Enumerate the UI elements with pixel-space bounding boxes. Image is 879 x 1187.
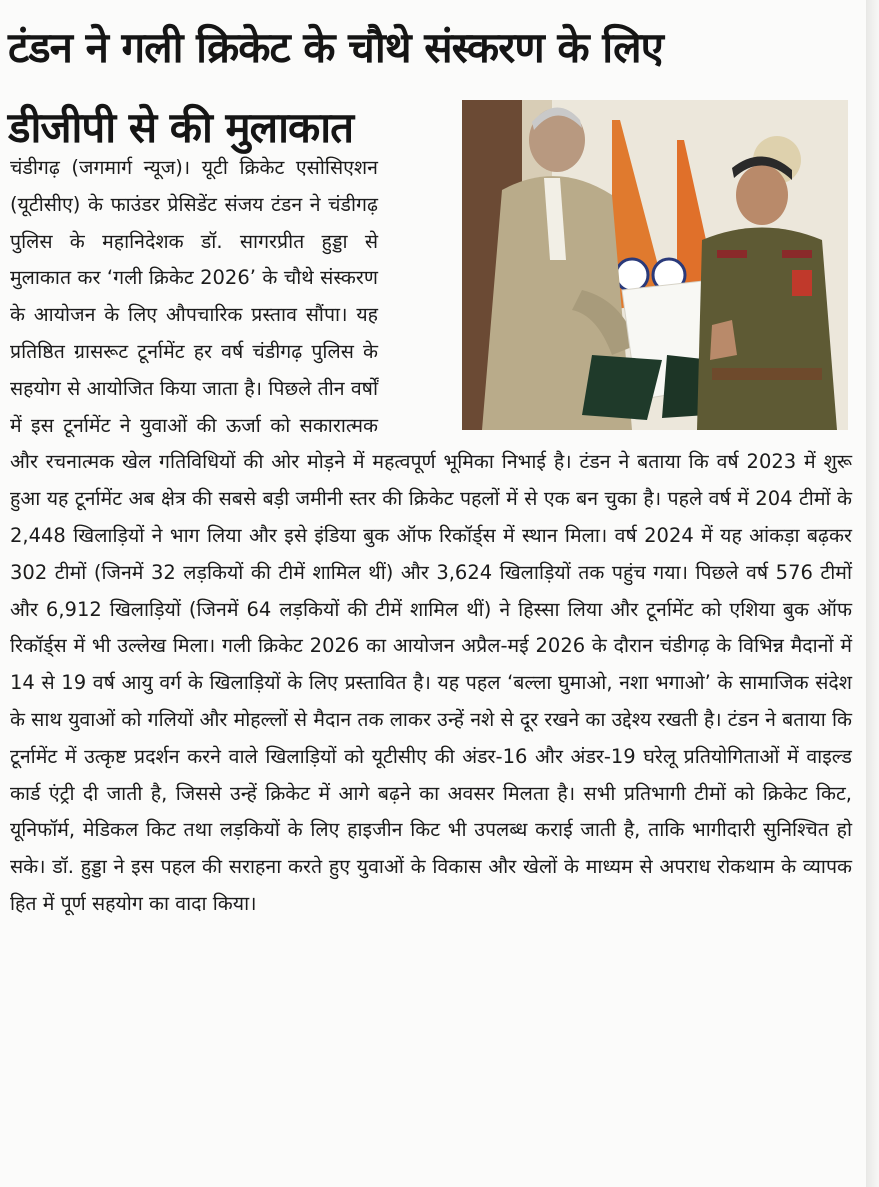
article-body (10, 150, 852, 923)
photo-text-wrap-space (384, 150, 852, 432)
headline-line-1: टंडन ने गली क्रिकेट के चौथे संस्करण के लिए (8, 23, 663, 72)
article-body-text: चंडीगढ़ (जगमार्ग न्यूज)। यूटी क्रिकेट एसोसिएशन (यूटीसीए) के फाउंडर प्रेसिडेंट संजय टंडन ने चंडीगढ़ पुलिस के महानिदेशक डॉ. सागरप्रीत हुड्डा से मुलाकात कर ‘गली क्रिकेट 2026’ के चौथे संस्करण के आयोजन के लिए औपचारिक प्रस्ताव सौंपा। यह प्रतिष्ठित ग्रासरूट टूर्नामेंट हर वर्ष चंडीगढ़ पुलिस के सहयोग से आयोजित किया जाता है। पिछले तीन वर्षों में इस टूर्नामेंट ने युवाओं की ऊर्जा को सकारात्मक और रचनात्मक खेल गतिविधियों की ओर मोड़ने में महत्वपूर्ण भूमिका निभाई है। टंडन ने बताया कि वर्ष 2023 में शुरू हुआ यह टूर्नामेंट अब क्षेत्र की सबसे बड़ी जमीनी स्तर की क्रिकेट पहलों में से एक बन चुका है। पहले वर्ष में 204 टीमों के 2,448 खिलाड़ियों ने भाग लिया और इसे इंडिया बुक ऑफ रिकॉर्ड्स में स्थान मिला। वर्ष 2024 में यह आंकड़ा बढ़कर 302 टीमों (जिनमें 32 लड़कियों की टीमें शामिल थीं) और 3,624 खिलाड़ियों तक पहुंच गया। पिछले वर्ष 576 टीमों और 6,912 खिलाड़ियों (जिनमें 64 लड़कियों की टीमें शामिल थीं) ने हिस्सा लिया और टूर्नामेंट को एशिया बुक ऑफ रिकॉर्ड्स में भी उल्लेख मिला। गली क्रिकेट 2026 का आयोजन अप्रैल-मई 2026 के दौरान चंडीगढ़ के विभिन्न मैदानों में 14 से 19 वर्ष आयु वर्ग के खिलाड़ियों के लिए प्रस्तावित है। यह पहल ‘बल्ला घुमाओ, नशा भगाओ’ के सामाजिक संदेश के साथ युवाओं को गलियों और मोहल्लों से मैदान तक लाकर उन्हें नशे से दूर रखने का उद्देश्य रखती है। टंडन ने बताया कि टूर्नामेंट में उत्कृष्ट प्रदर्शन करने वाले खिलाड़ियों को यूटीसीए की अंडर-16 और अंडर-19 घरेलू प्रतियोगिताओं में वाइल्ड कार्ड एंट्री दी जाती है, जिससे उन्हें क्रिकेट में आगे बढ़ने का अवसर मिलता है। सभी प्रतिभागी टीमों को क्रिकेट किट, यूनिफॉर्म, मेडिकल किट तथा लड़कियों के लिए हाइजीन किट भी उपलब्ध कराई जाती है, ताकि भागीदारी सुनिश्चित हो सके। डॉ. हुड्डा ने इस पहल की सराहना करते हुए युवाओं के विकास और खेलों के माध्यम से अपराध रोकथाम के व्यापक हित में पूर्ण सहयोग का वादा किया। (10, 156, 852, 915)
headline-line-2: डीजीपी से की मुलाकात (8, 103, 354, 152)
page-edge (866, 0, 879, 1187)
next-article-cut-off-text (0, 1178, 866, 1187)
